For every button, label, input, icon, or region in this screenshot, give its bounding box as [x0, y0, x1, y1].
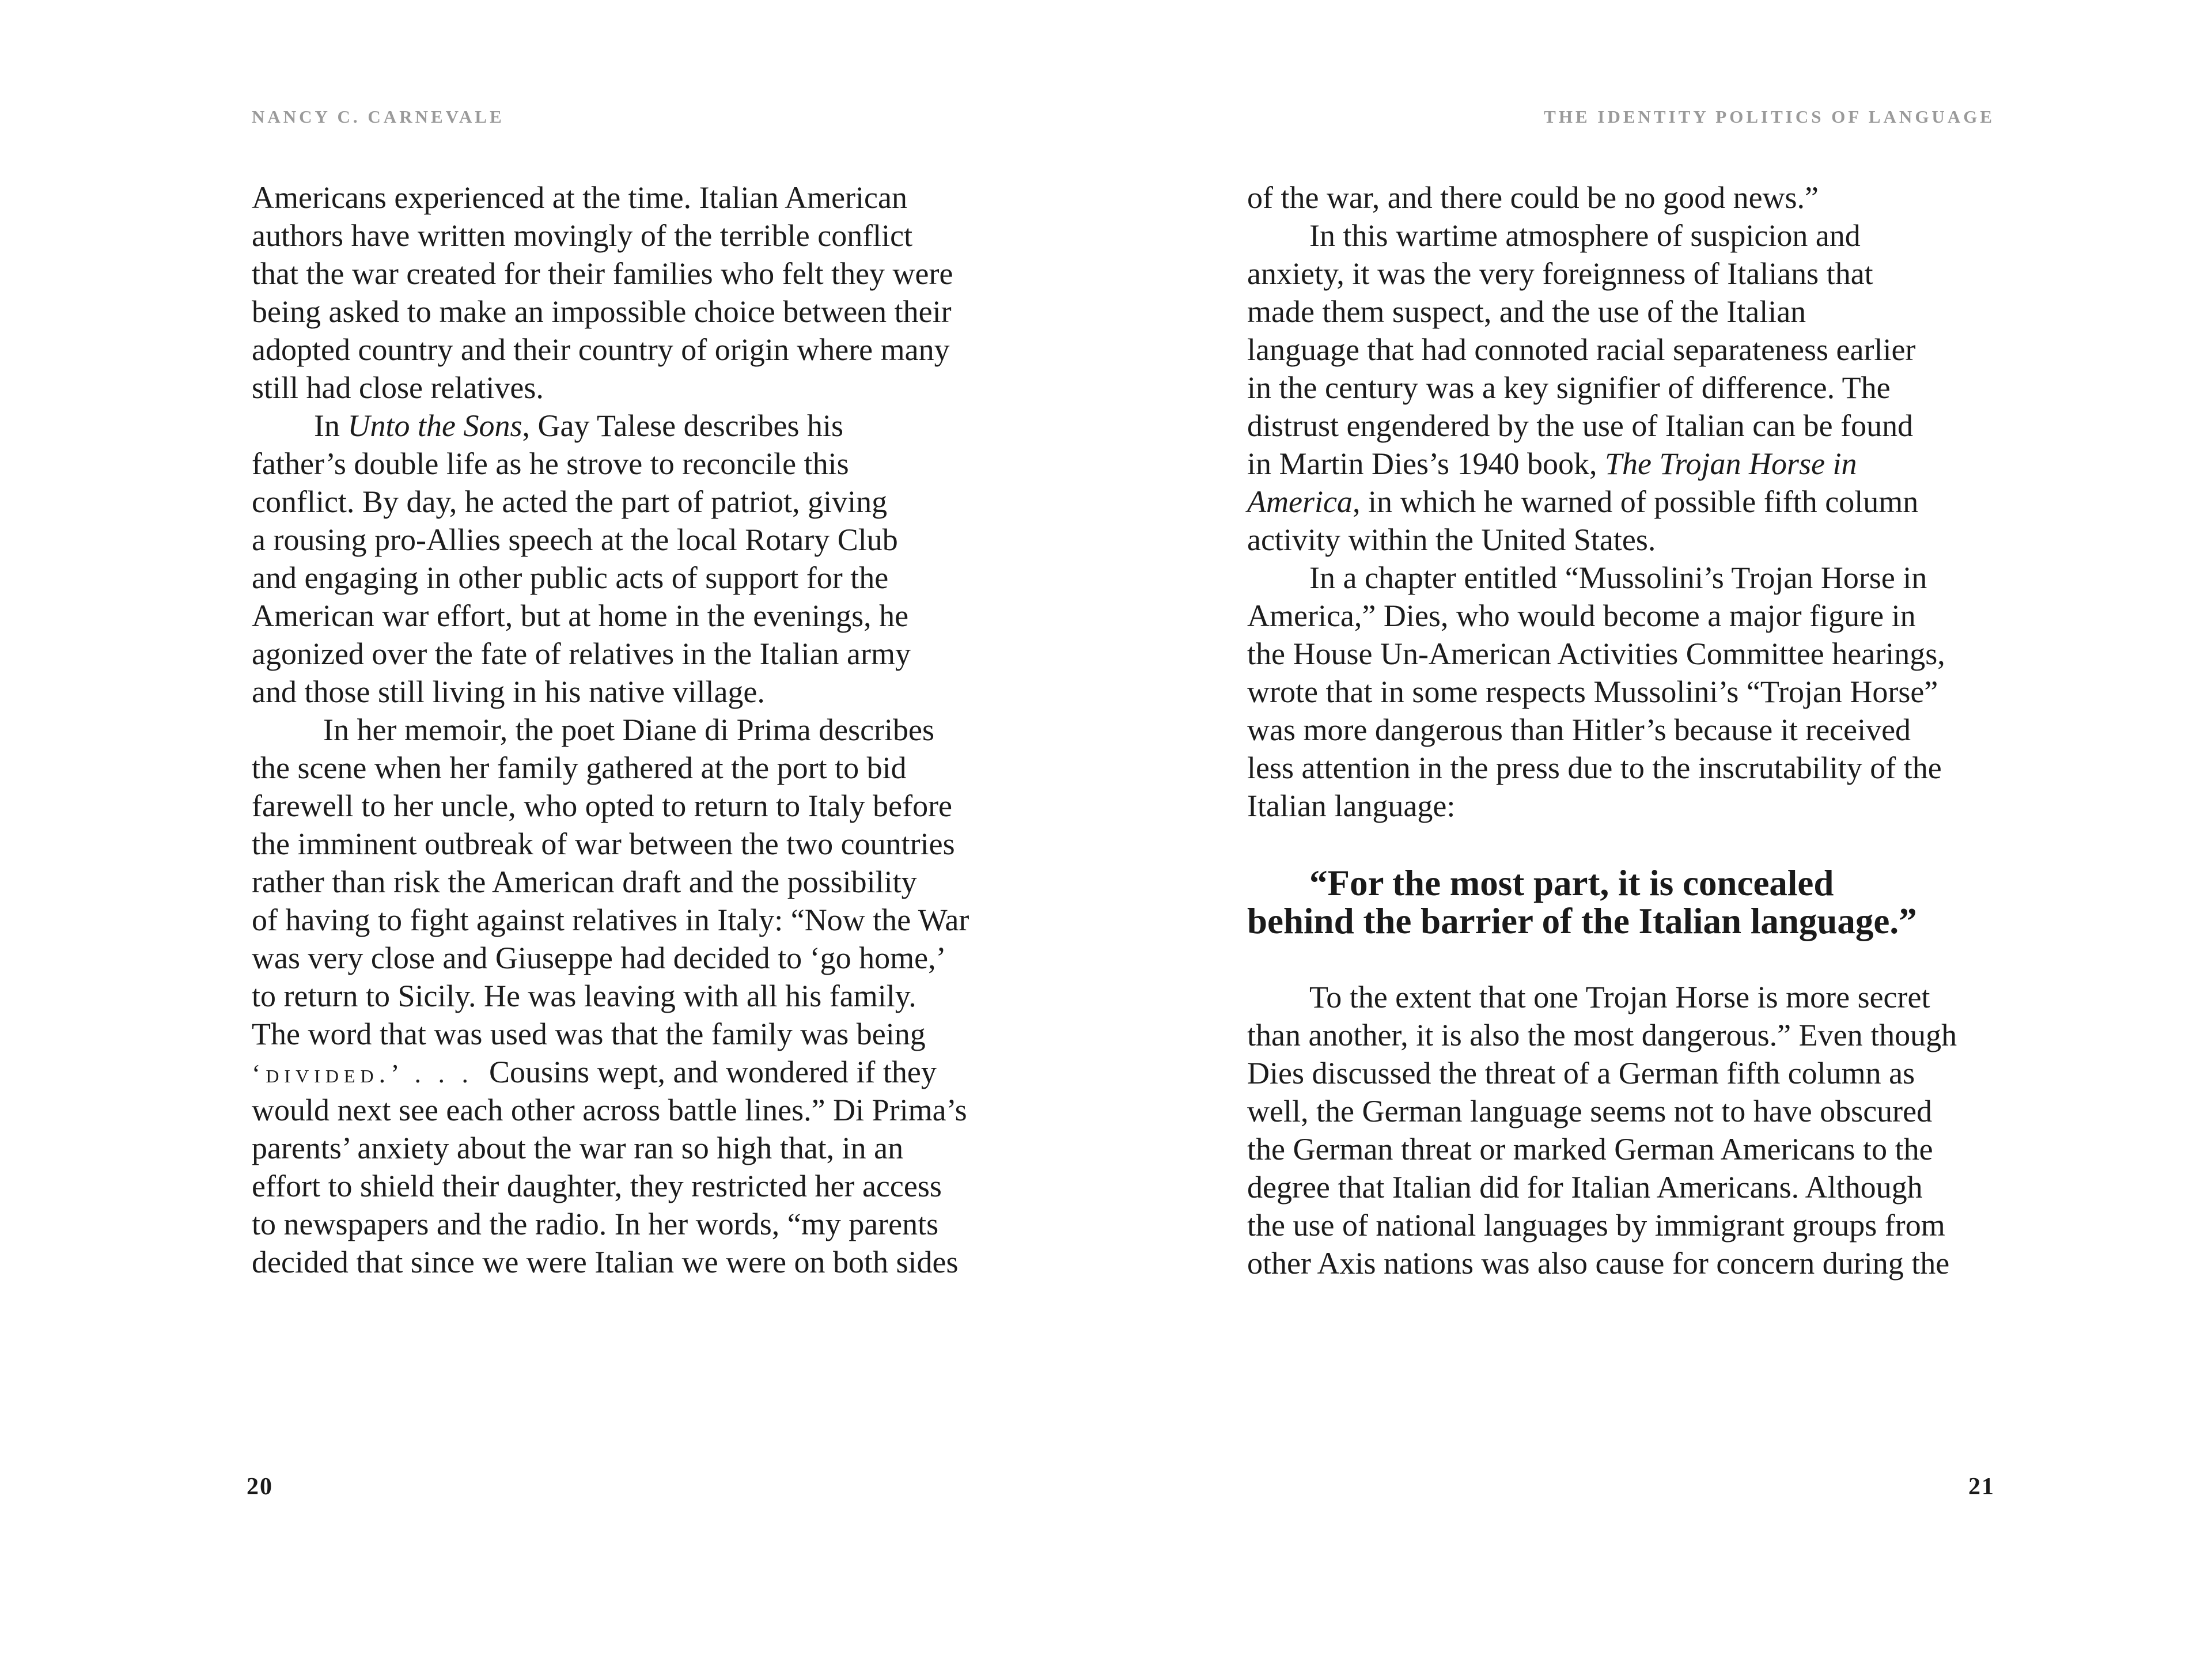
- running-head-chapter: THE IDENTITY POLITICS OF LANGUAGE: [1544, 107, 1995, 127]
- text-line: In a chapter entitled “Mussolini’s Trojan Horse in: [1309, 560, 1927, 595]
- text-line: and those still living in his native village.: [252, 675, 765, 709]
- text-line: the German threat or marked German Americans to the: [1247, 1132, 1933, 1166]
- small-caps-run: ‘divided.’ . . .: [252, 1059, 474, 1088]
- text-line: less attention in the press due to the inscrutability of the: [1247, 751, 1942, 785]
- text-line: distrust engendered by the use of Italian can be found: [1247, 408, 1914, 443]
- text-line: made them suspect, and the use of the Italian: [1247, 294, 1806, 329]
- text-line: decided that since we were Italian we were on both sides: [252, 1245, 959, 1279]
- block-quote: [1247, 864, 2013, 940]
- text-line: In her memoir, the poet Diane di Prima describes: [323, 713, 935, 747]
- text-line: would next see each other across battle lines.” Di Prima’s: [252, 1093, 967, 1127]
- text-line: [252, 407, 1024, 445]
- text-line: to newspapers and the radio. In her words, “my parents: [252, 1207, 939, 1241]
- text-line: The word that was used was that the family was being: [252, 1017, 926, 1051]
- text-line: effort to shield their daughter, they restricted her access: [252, 1169, 942, 1203]
- text-line: well, the German language seems not to have obscured: [1247, 1094, 1933, 1128]
- text-line: rather than risk the American draft and the possibility: [252, 865, 917, 899]
- text-line: adopted country and their country of origin where many: [252, 332, 950, 367]
- text-line: agonized over the fate of relatives in the Italian army: [252, 637, 911, 671]
- book-title-italic: America: [1247, 484, 1353, 519]
- page-number: 20: [247, 1474, 273, 1500]
- running-head-author: NANCY C. CARNEVALE: [252, 107, 505, 127]
- page-number: 21: [1968, 1474, 1995, 1500]
- text-line: to return to Sicily. He was leaving with all his family.: [252, 979, 916, 1013]
- book-title-italic: The Trojan Horse in: [1604, 446, 1857, 481]
- text-line: In this wartime atmosphere of suspicion and: [1309, 218, 1861, 253]
- quote-line: behind the barrier of the Italian language.”: [1247, 901, 1917, 941]
- text-line: American war effort, but at home in the evenings, he: [252, 599, 909, 633]
- text-line: the House Un-American Activities Committee hearings,: [1247, 637, 1945, 671]
- text-line: degree that Italian did for Italian Americans. Although: [1247, 1170, 1923, 1205]
- text-line: Americans experienced at the time. Italian American: [252, 180, 907, 215]
- text-line: in the century was a key signifier of difference. The: [1247, 370, 1891, 405]
- text-line: still had close relatives.: [252, 370, 544, 405]
- text-line: wrote that in some respects Mussolini’s “Trojan Horse”: [1247, 675, 1938, 709]
- text-line: America,” Dies, who would become a major figure in: [1247, 599, 1916, 633]
- text-line: and engaging in other public acts of support for the: [252, 560, 889, 595]
- text-line: anxiety, it was the very foreignness of Italians that: [1247, 256, 1873, 291]
- text-line: [1247, 483, 2013, 521]
- text-line: language that had connoted racial separateness earlier: [1247, 332, 1916, 367]
- text-run: Cousins wept, and wondered if they: [474, 1055, 937, 1089]
- text-line: authors have written movingly of the terrible conflict: [252, 218, 913, 253]
- text-line: [252, 1053, 1024, 1091]
- text-line: of having to fight against relatives in Italy: “Now the War: [252, 903, 969, 937]
- book-title-italic: Unto the Sons: [347, 408, 522, 443]
- text-run: in Martin Dies’s 1940 book,: [1247, 446, 1605, 481]
- text-line: conflict. By day, he acted the part of patriot, giving: [252, 484, 888, 519]
- text-line: Italian language:: [1247, 789, 1456, 823]
- text-line: To the extent that one Trojan Horse is more secret: [1309, 980, 1930, 1014]
- text-run: , Gay Talese describes his: [522, 408, 844, 443]
- text-line: the imminent outbreak of war between the two countries: [252, 827, 955, 861]
- text-line: other Axis nations was also cause for concern during the: [1247, 1246, 1950, 1281]
- text-line: was very close and Giuseppe had decided to ‘go home,’: [252, 941, 946, 975]
- text-line: a rousing pro-Allies speech at the local Rotary Club: [252, 522, 898, 557]
- text-line: was more dangerous than Hitler’s because it received: [1247, 713, 1911, 747]
- text-line: activity within the United States.: [1247, 522, 1656, 557]
- text-line: father’s double life as he strove to reconcile this: [252, 446, 849, 481]
- text-line: that the war created for their families who felt they were: [252, 256, 953, 291]
- text-line: Dies discussed the threat of a German fifth column as: [1247, 1056, 1915, 1090]
- text-line: [1247, 445, 2013, 483]
- text-line: the scene when her family gathered at the port to bid: [252, 751, 907, 785]
- right-page-text: [1247, 179, 2013, 1282]
- left-page-text: [252, 179, 1024, 1281]
- text-run: In: [314, 408, 348, 443]
- text-line: parents’ anxiety about the war ran so high that, in an: [252, 1131, 904, 1165]
- text-line: than another, it is also the most dangerous.” Even though: [1247, 1018, 1957, 1052]
- text-run: , in which he warned of possible fifth column: [1352, 484, 1919, 519]
- text-line: being asked to make an impossible choice between their: [252, 294, 952, 329]
- text-line: farewell to her uncle, who opted to return to Italy before: [252, 789, 953, 823]
- quote-line: “For the most part, it is concealed: [1309, 863, 1834, 903]
- text-line: the use of national languages by immigrant groups from: [1247, 1208, 1945, 1243]
- text-line: of the war, and there could be no good news.”: [1247, 180, 1819, 215]
